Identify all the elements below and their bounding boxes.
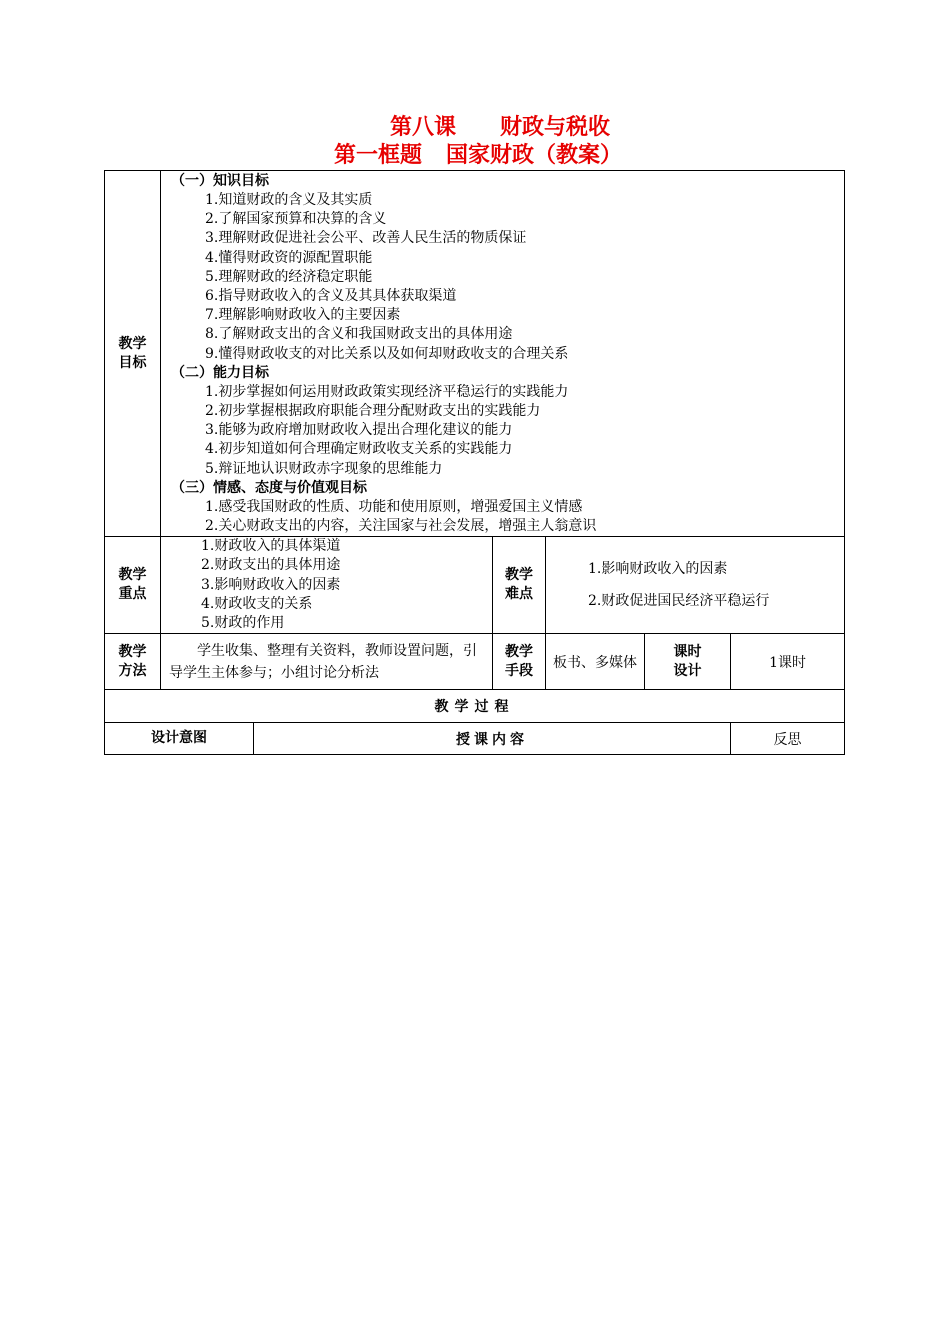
section-title <box>6 142 950 170</box>
list-item: 6.指导财政收入的含义及其具体获取渠道 <box>205 288 457 305</box>
ability-goals-heading: （二）能力目标 <box>171 364 269 381</box>
method-text: 学生收集、整理有关资料，教师设置问题，引导学生主体参与；小组讨论分析法 <box>169 642 477 681</box>
list-item: 4.初步知道如何合理确定财政收支关系的实践能力 <box>205 441 513 458</box>
design-intent-header: 设计意图 <box>105 723 254 755</box>
lesson-plan-table <box>104 170 845 755</box>
difficulties-label: 教学 难点 <box>493 537 546 634</box>
method-content <box>161 634 493 690</box>
list-item: 3.理解财政促进社会公平、改善人民生活的物质保证 <box>205 230 527 247</box>
list-item: 3.影响财政收入的因素 <box>201 576 341 593</box>
list-item: 2.了解国家预算和决算的含义 <box>205 211 387 228</box>
list-item: 4.财政收支的关系 <box>201 595 313 612</box>
list-item: 1.感受我国财政的性质、功能和使用原则，增强爱国主义情感 <box>205 498 583 515</box>
reflection-header: 反思 <box>731 723 845 755</box>
keypoints-label: 教学 重点 <box>105 537 161 634</box>
list-item: 2.关心财政支出的内容，关注国家与社会发展，增强主人翁意识 <box>205 518 597 535</box>
list-item: 2.财政支出的具体用途 <box>201 557 341 574</box>
list-item: 1.影响财政收入的因素 <box>588 561 728 578</box>
list-item: 7.理解影响财政收入的主要因素 <box>205 307 401 324</box>
list-item: 2.初步掌握根据政府职能合理分配财政支出的实践能力 <box>205 403 541 420</box>
goals-content <box>161 171 845 537</box>
emotion-goals-heading: （三）情感、态度与价值观目标 <box>171 479 367 496</box>
lesson-title <box>50 114 950 142</box>
list-item: 2.财政促进国民经济平稳运行 <box>588 593 770 610</box>
list-item: 3.能够为政府增加财政收入提出合理化建议的能力 <box>205 422 513 439</box>
means-content: 板书、多媒体 <box>546 634 645 690</box>
knowledge-goals-heading: （一）知识目标 <box>171 173 269 189</box>
hours-content: 1课时 <box>731 634 845 690</box>
difficulties-content <box>546 537 845 634</box>
list-item: 9.懂得财政收支的对比关系以及如何却财政收支的合理关系 <box>205 345 569 362</box>
list-item: 4.懂得财政资的源配置职能 <box>205 249 373 266</box>
process-heading: 教学过程 <box>105 690 845 723</box>
process-columns-row <box>105 723 845 755</box>
list-item: 1.财政收入的具体渠道 <box>201 538 341 555</box>
list-item: 1.初步掌握如何运用财政政策实现经济平稳运行的实践能力 <box>205 383 569 400</box>
keypoints-content <box>161 537 493 634</box>
list-item: 5.辩证地认识财政赤字现象的思维能力 <box>205 460 443 477</box>
list-item: 5.财政的作用 <box>201 615 285 632</box>
section-number: 第一框题 <box>333 143 422 168</box>
process-heading-row <box>105 690 845 723</box>
method-row <box>105 634 845 690</box>
goals-label: 教学 目标 <box>105 171 161 537</box>
lesson-number: 第八课 <box>389 115 456 140</box>
lesson-name: 财政与税收 <box>500 115 611 140</box>
keypoints-row <box>105 537 845 634</box>
goals-row <box>105 171 845 537</box>
list-item: 1.知道财政的含义及其实质 <box>205 192 373 208</box>
hours-label: 课时 设计 <box>645 634 731 690</box>
lesson-content-header: 授课内容 <box>254 723 731 755</box>
document-title <box>0 114 950 170</box>
method-label: 教学 方法 <box>105 634 161 690</box>
list-item: 5.理解财政的经济稳定职能 <box>205 268 373 285</box>
section-name: 国家财政（教案） <box>446 143 623 168</box>
means-label: 教学 手段 <box>493 634 546 690</box>
list-item: 8.了解财政支出的含义和我国财政支出的具体用途 <box>205 326 513 343</box>
